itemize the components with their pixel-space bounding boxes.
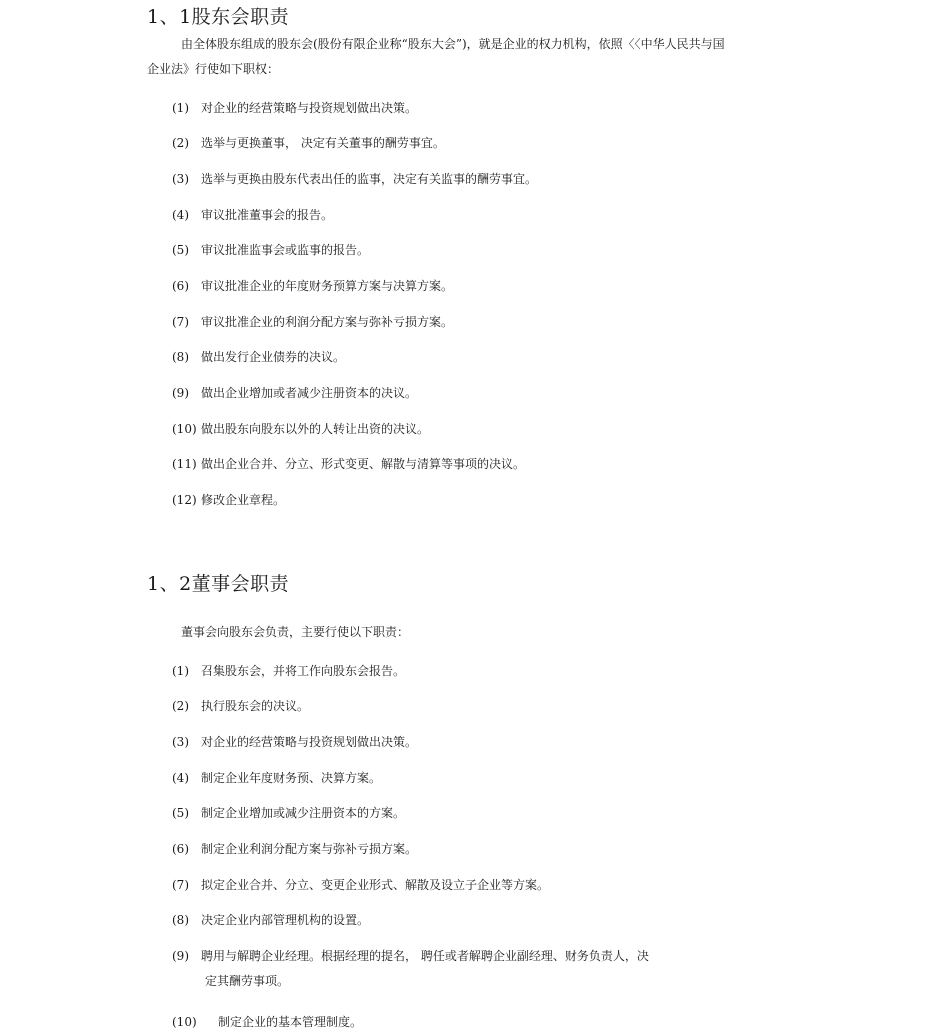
item-number: (6) (172, 842, 189, 856)
list-item (172, 313, 453, 330)
list-item (172, 455, 525, 472)
item-number: (10) (172, 422, 197, 436)
item-number: (10) (172, 1015, 197, 1029)
list-item-continuation: 定其酬劳事项。 (205, 974, 290, 988)
item-number: (12) (172, 493, 197, 507)
item-number: (3) (172, 172, 189, 186)
item-text: 修改企业章程。 (201, 493, 286, 507)
item-text: 制定企业增加或减少注册资本的方案。 (201, 806, 406, 820)
item-number: (4) (172, 208, 189, 222)
item-number: (9) (172, 949, 189, 963)
list-item (172, 277, 453, 294)
list-item (172, 911, 369, 928)
item-text: 执行股东会的决议。 (201, 699, 310, 713)
item-number: (1) (172, 664, 189, 678)
list-item (172, 804, 405, 821)
item-text: 对企业的经营策略与投资规划做出决策。 (201, 101, 418, 115)
item-text: 选举与更换由股东代表出任的监事，决定有关监事的酬劳事宜。 (201, 172, 538, 186)
item-text: 做出股东向股东以外的人转让出资的决议。 (201, 422, 430, 436)
item-text: 对企业的经营策略与投资规划做出决策。 (201, 735, 418, 749)
item-number: (2) (172, 699, 189, 713)
list-item (172, 348, 345, 365)
section-heading: 1、1股东会职责 (147, 6, 290, 28)
item-number: (4) (172, 771, 189, 785)
item-number: (1) (172, 101, 189, 115)
list-item (172, 384, 417, 401)
item-text: 召集股东会，并将工作向股东会报告。 (201, 664, 406, 678)
list-item (172, 733, 417, 750)
item-number: (5) (172, 243, 189, 257)
section-heading: 1、2董事会职责 (147, 573, 290, 595)
section-intro-continued: 企业法》行使如下职权： (147, 62, 280, 76)
item-text: 制定企业利润分配方案与弥补亏损方案。 (201, 842, 418, 856)
list-item (172, 491, 285, 508)
list-item (172, 876, 549, 893)
item-number: (8) (172, 350, 189, 364)
item-text: 制定企业年度财务预、决算方案。 (201, 771, 382, 785)
list-item (172, 134, 445, 151)
item-text: 做出发行企业债券的决议。 (201, 350, 346, 364)
list-item (172, 99, 417, 116)
list-item (172, 170, 537, 187)
item-number: (7) (172, 878, 189, 892)
section-intro: 董事会向股东会负责，主要行使以下职责： (181, 625, 410, 639)
list-item (172, 769, 381, 786)
item-number: (7) (172, 315, 189, 329)
item-number: (5) (172, 806, 189, 820)
item-number: (11) (172, 457, 197, 471)
item-number: (3) (172, 735, 189, 749)
item-text: 决定企业内部管理机构的设置。 (201, 913, 370, 927)
list-item (172, 206, 333, 223)
item-number: (2) (172, 136, 189, 150)
list-item (172, 947, 649, 964)
list-item (172, 241, 369, 258)
item-text: 审议批准董事会的报告。 (201, 208, 334, 222)
item-text: 拟定企业合并、分立、变更企业形式、解散及设立子企业等方案。 (201, 878, 550, 892)
item-text: 做出企业增加或者减少注册资本的决议。 (201, 386, 418, 400)
list-item (172, 840, 417, 857)
item-text: 聘用与解聘企业经理。根据经理的提名， 聘任或者解聘企业副经理、财务负责人，决 (201, 949, 649, 963)
item-text: 审议批准企业的利润分配方案与弥补亏损方案。 (201, 315, 454, 329)
item-text: 审议批准企业的年度财务预算方案与决算方案。 (201, 279, 454, 293)
list-item (172, 420, 429, 437)
list-item (172, 662, 405, 679)
item-text: 做出企业合并、分立、形式变更、解散与清算等事项的决议。 (201, 457, 526, 471)
item-text: 制定企业的基本管理制度。 (218, 1015, 363, 1029)
list-item (172, 697, 309, 714)
item-number: (8) (172, 913, 189, 927)
section-intro: 由全体股东组成的股东会(股份有限企业称“股东大会”)，就是企业的权力机构，依照〈〈中华人民共与国 (181, 37, 725, 51)
item-text: 审议批准监事会或监事的报告。 (201, 243, 370, 257)
item-text: 选举与更换董事， 决定有关董事的酬劳事宜。 (201, 136, 445, 150)
list-item (172, 1013, 362, 1030)
item-number: (9) (172, 386, 189, 400)
item-number: (6) (172, 279, 189, 293)
